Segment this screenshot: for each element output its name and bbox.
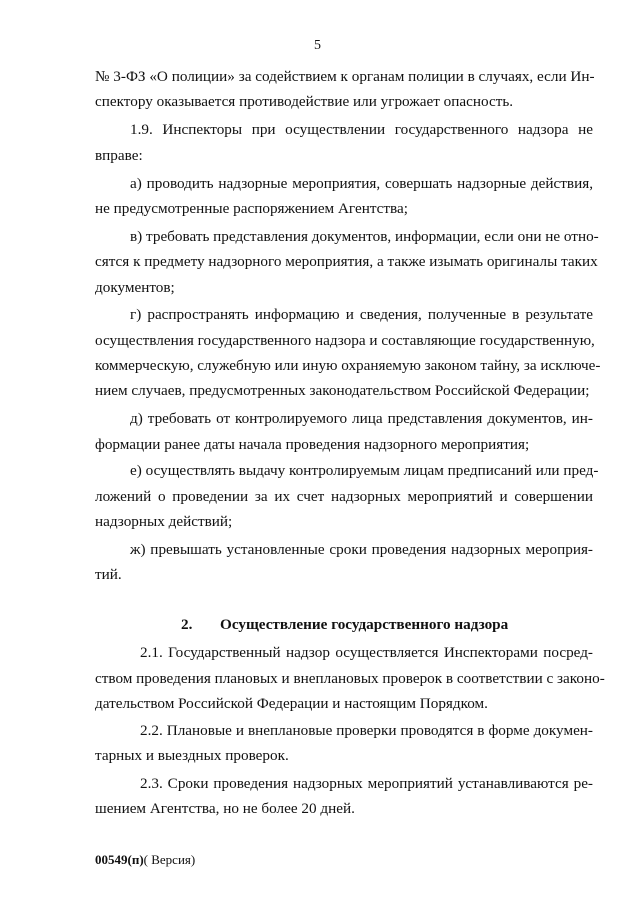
body-line: нием случаев, предусмотренных законодательством Российской Федерации; [95,382,590,399]
body-line: вправе: [95,147,143,164]
body-line: документов; [95,279,175,296]
section-title: Осуществление государственного надзора [220,616,509,633]
body-line: ж) превышать установленные сроки проведения надзорных мероприя- [130,541,593,558]
body-line: спектору оказывается противодействие или угрожает опасность. [95,93,514,110]
body-line: в) требовать представления документов, информации, если они не отно- [130,228,599,245]
body-line: 2.2. Плановые и внеплановые проверки проводятся в форме докумен- [140,722,593,739]
body-line: 2.3. Сроки проведения надзорных мероприятий устанавливаются ре- [140,775,593,792]
body-line: ложений о проведении за их счет надзорных мероприятий и совершении [95,488,593,505]
body-line: г) распространять информацию и сведения, полученные в результате [130,306,593,323]
body-line: № 3-ФЗ «О полиции» за содействием к органам полиции в случаях, если Ин- [95,68,595,85]
document-code: 00549(п) [95,852,144,867]
body-line: надзорных действий; [95,513,233,530]
body-line: тий. [95,566,122,583]
body-line: не предусмотренные распоряжением Агентства; [95,200,408,217]
body-line: сятся к предмету надзорного мероприятия, а также изымать оригиналы таких [95,253,598,270]
page-number: 5 [314,38,321,53]
document-footer [95,851,195,869]
body-line: е) осуществлять выдачу контролируемым лицам предписаний или пред- [130,462,599,479]
body-line: шением Агентства, но не более 20 дней. [95,800,355,817]
body-line: коммерческую, служебную или иную охраняемую законом тайну, за исключе- [95,357,601,374]
body-line: осуществления государственного надзора и составляющие государственную, [95,332,595,349]
body-line: дательством Российской Федерации и настоящим Порядком. [95,695,488,712]
body-line: тарных и выездных проверок. [95,747,289,764]
section-number: 2. [181,616,193,633]
body-line: формации ранее даты начала проведения надзорного мероприятия; [95,436,530,453]
body-line: д) требовать от контролируемого лица представления документов, ин- [130,410,593,427]
body-line: 2.1. Государственный надзор осуществляется Инспекторами посред- [140,644,593,661]
body-line: ством проведения плановых и внеплановых проверок в соответствии с законо- [95,670,605,687]
version-note: ( Версия) [143,852,196,867]
body-line: а) проводить надзорные мероприятия, совершать надзорные действия, [130,175,593,192]
body-line: 1.9. Инспекторы при осуществлении государственного надзора не [130,121,593,138]
